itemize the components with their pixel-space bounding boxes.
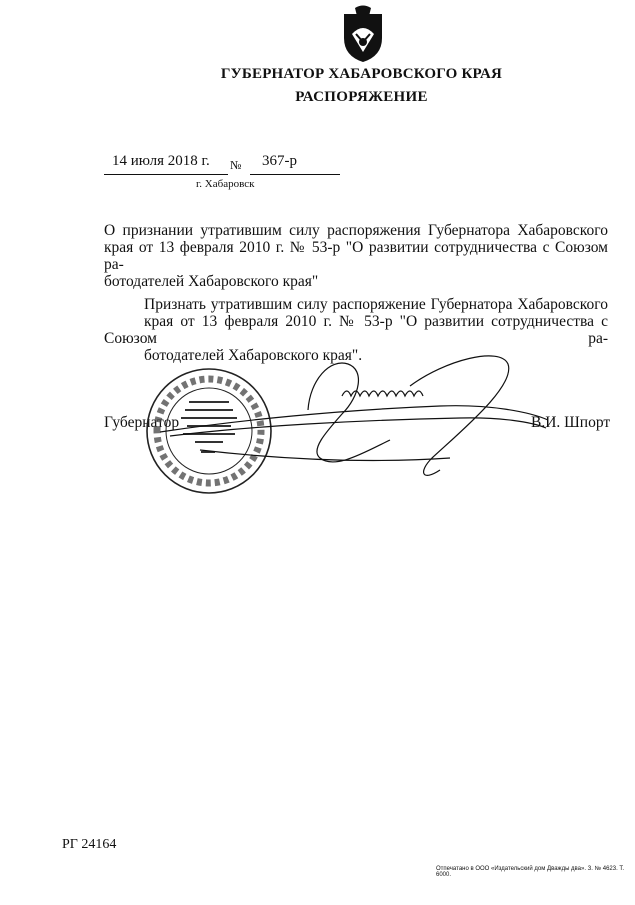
body-line: Признать утратившим силу распоряжение Губернатора Хабаровского — [144, 296, 608, 313]
heading-line: ботодателей Хабаровского края" — [104, 273, 319, 290]
handwritten-signature-icon — [160, 340, 550, 490]
signatory-name: В.И. Шпорт — [531, 414, 611, 431]
document-date: 14 июля 2018 г. — [112, 153, 210, 169]
printer-imprint: Отпечатано в ООО «Издательский дом Дважды два». З. № 4623. Т. 6000. — [436, 866, 625, 878]
date-underline — [104, 174, 228, 175]
issuer-title: ГУБЕРНАТОР ХАБАРОВСКОГО КРАЯ — [220, 66, 503, 82]
number-sign: № — [230, 158, 242, 172]
document-heading — [104, 222, 608, 290]
city: г. Хабаровск — [196, 178, 255, 190]
heading-line: О признании утратившим силу распоряжения Губернатора Хабаровского — [104, 222, 608, 239]
heading-line: края от 13 февраля 2010 г. № 53-р "О развитии сотрудничества с Союзом ра- — [104, 239, 608, 273]
coat-of-arms-emblem-icon — [340, 4, 386, 64]
document-number: 367-р — [262, 153, 297, 169]
document-type: РАСПОРЯЖЕНИЕ — [295, 89, 428, 105]
body-line: ботодателей Хабаровского края". — [144, 347, 363, 364]
body-line: края от 13 февраля 2010 г. № 53-р "О развитии сотрудничества с Союзом ра- — [104, 313, 608, 347]
signatory-position: Губернатор — [104, 414, 180, 431]
number-underline — [250, 174, 340, 175]
registration-number: РГ 24164 — [62, 837, 117, 852]
